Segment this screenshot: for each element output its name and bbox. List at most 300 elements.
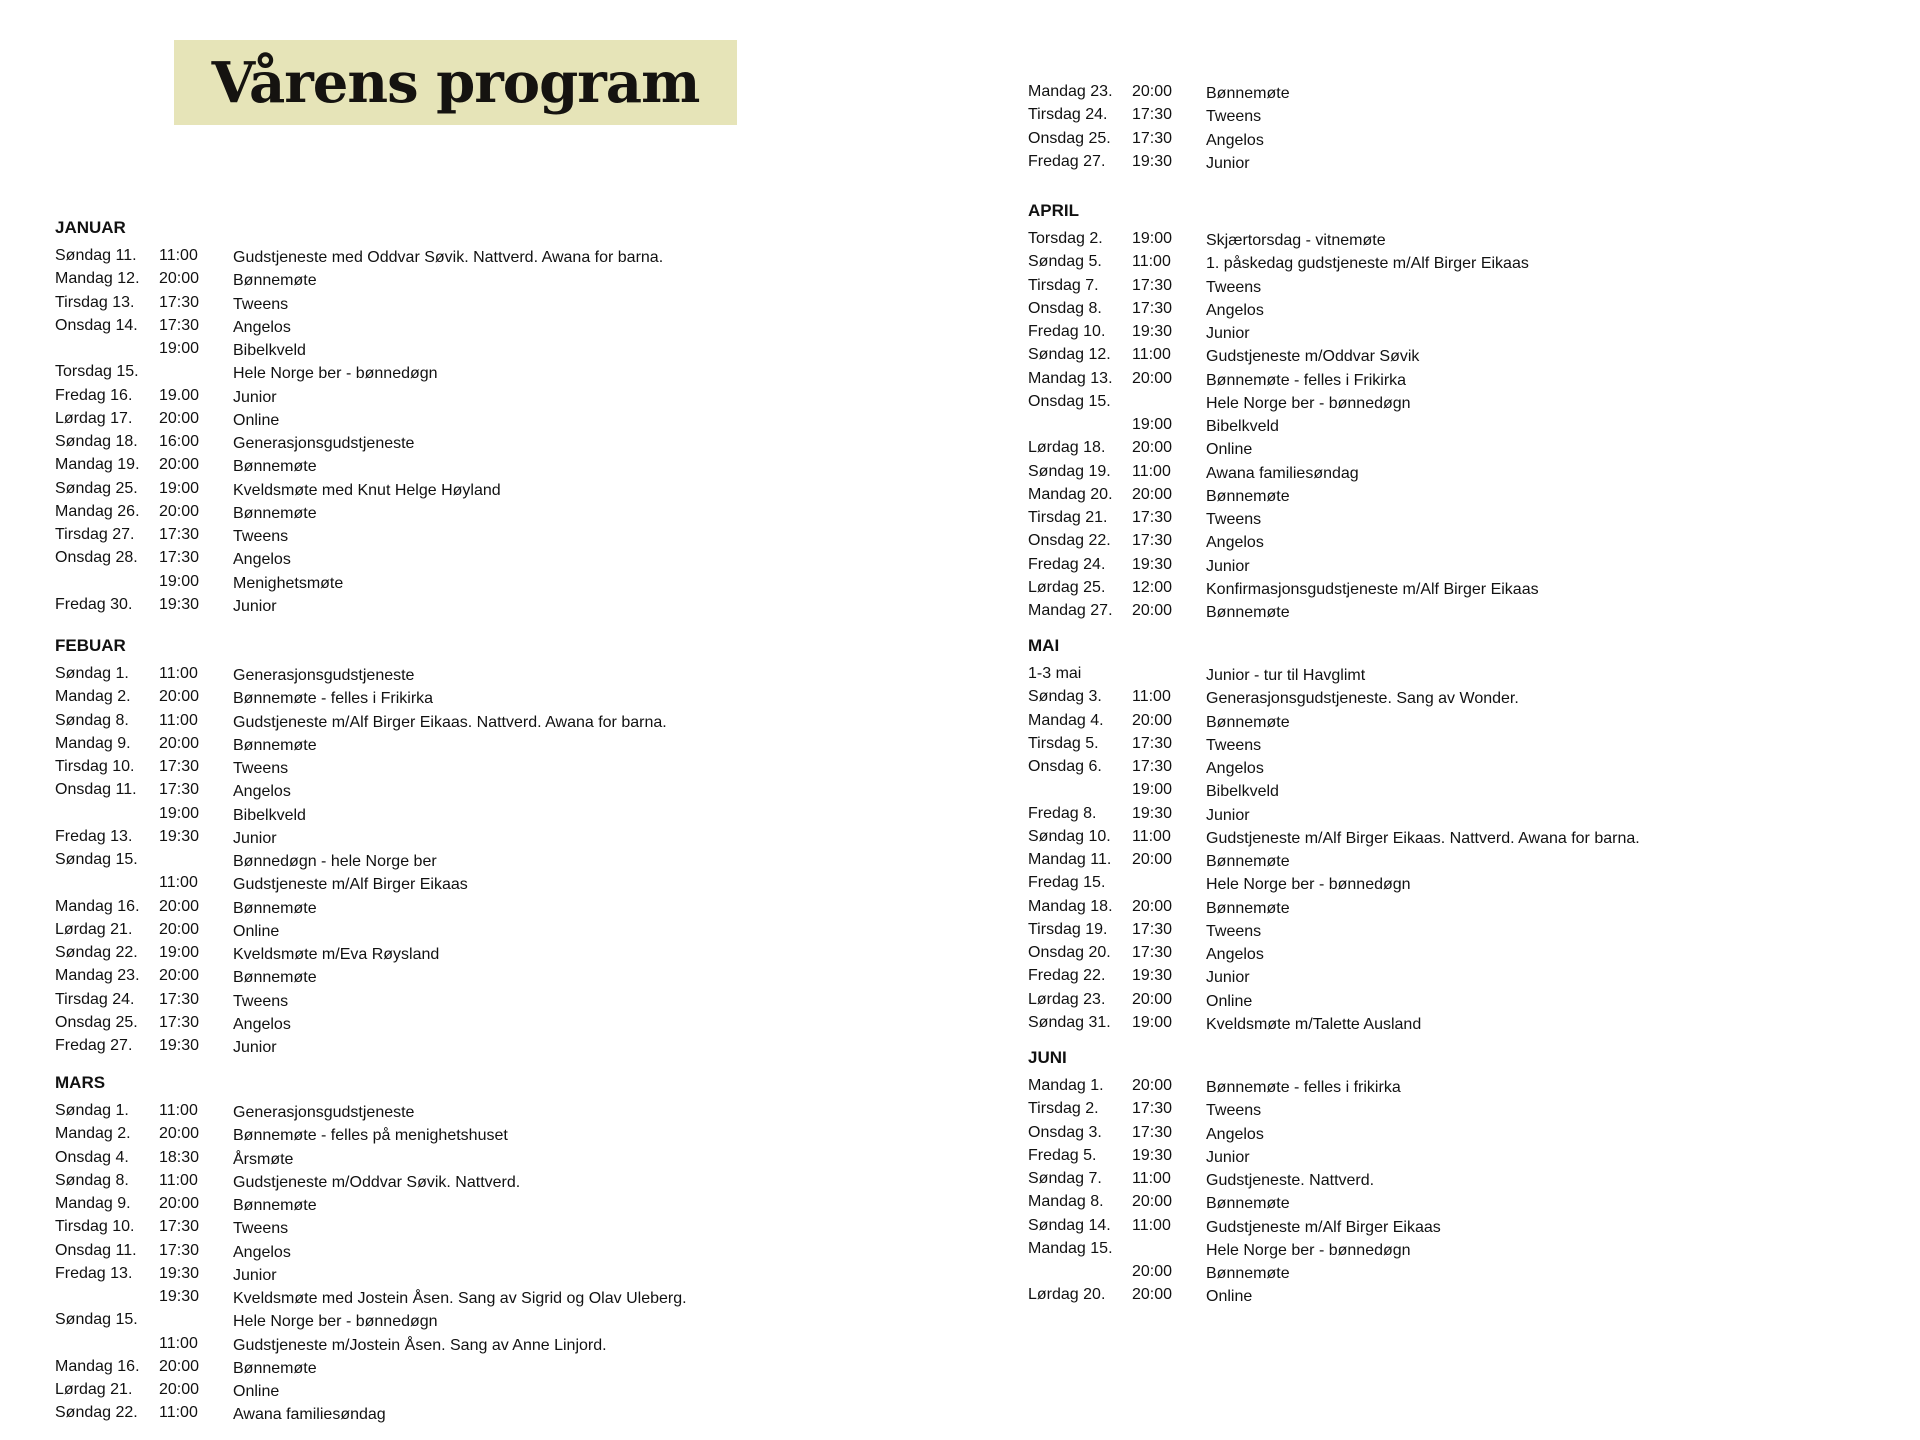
event-time: 20:00 <box>1132 990 1173 1008</box>
event-day: Fredag 15. <box>1028 874 1106 892</box>
event-description: Junior - tur til Havglimt <box>1206 667 1366 684</box>
event-row <box>55 430 1015 453</box>
event-row <box>55 1378 1015 1401</box>
event-day: Søndag 7. <box>1028 1170 1102 1187</box>
event-time: 19:00 <box>1132 416 1173 433</box>
event-row <box>1028 413 1908 436</box>
event-day: Mandag 8. <box>1028 1193 1104 1211</box>
event-row <box>55 267 1015 290</box>
event-description: Angelos <box>1206 131 1264 149</box>
event-time: 19:00 <box>159 804 200 822</box>
event-day: Onsdag 6. <box>1028 758 1102 775</box>
event-description: Gudstjeneste m/Alf Birger Eikaas. Nattverd. Awana for barna. <box>233 713 667 731</box>
event-day: Fredag 16. <box>55 386 133 404</box>
event-day: Mandag 18. <box>1028 897 1113 915</box>
event-time: 11:00 <box>159 1171 198 1189</box>
event-row <box>55 755 1015 778</box>
event-time: 20:00 <box>159 502 200 520</box>
event-description: Online <box>1206 441 1253 459</box>
event-time: 11:00 <box>159 711 198 729</box>
event-row <box>55 1215 1015 1238</box>
event-description: Angelos <box>1206 946 1264 963</box>
event-row <box>1028 1097 1908 1120</box>
event-description: Angelos <box>233 551 291 569</box>
event-row <box>55 546 1015 569</box>
event-time: 19:30 <box>1132 804 1173 822</box>
event-row <box>55 477 1015 500</box>
event-description: Awana familiesøndag <box>233 1406 386 1424</box>
event-day <box>55 570 159 593</box>
event-day: Søndag 22. <box>55 1404 138 1422</box>
event-description: Angelos <box>1206 1125 1264 1143</box>
event-description: Gudstjeneste m/Alf Birger Eikaas <box>1206 1218 1441 1236</box>
event-description: Angelos <box>233 783 291 801</box>
event-time: 19:00 <box>159 572 200 590</box>
event-row <box>1028 127 1908 150</box>
event-description: Bønnemøte <box>233 736 317 754</box>
event-time: 12:00 <box>1132 578 1173 596</box>
event-day: Mandag 16. <box>55 897 140 915</box>
event-day: Mandag 15. <box>1028 1239 1113 1257</box>
event-row <box>1028 506 1908 529</box>
event-time: 17:30 <box>159 758 200 775</box>
event-row <box>1028 436 1908 459</box>
event-day: Mandag 4. <box>1028 711 1104 729</box>
event-day: Søndag 22. <box>55 944 138 961</box>
event-row <box>1028 1074 1908 1097</box>
event-row <box>55 941 1015 964</box>
event-description: Hele Norge ber - bønnedøgn <box>233 365 438 383</box>
event-time: 17:30 <box>159 293 200 311</box>
event-row <box>55 1332 1015 1355</box>
event-time: 20:00 <box>1132 1193 1173 1211</box>
event-row <box>1028 150 1908 173</box>
event-time: 17:30 <box>159 781 200 799</box>
event-description: Hele Norge ber - bønnedøgn <box>1206 394 1411 412</box>
event-row <box>55 964 1015 987</box>
event-day: Fredag 5. <box>1028 1146 1097 1164</box>
event-day: Onsdag 25. <box>1028 129 1111 147</box>
event-time: 19:30 <box>1132 152 1173 170</box>
event-description: Junior <box>233 597 277 615</box>
event-row <box>55 1262 1015 1285</box>
event-row <box>1028 1167 1908 1190</box>
event-row <box>1028 1237 1908 1260</box>
event-day: Onsdag 4. <box>55 1148 129 1166</box>
event-description: Gudstjeneste. Nattverd. <box>1206 1172 1375 1189</box>
event-description: 1. påskedag gudstjeneste m/Alf Birger Eikaas <box>1206 255 1529 273</box>
event-time: 19:30 <box>1132 967 1173 985</box>
event-row <box>55 1355 1015 1378</box>
event-description: Generasjonsgudstjeneste <box>233 435 415 452</box>
event-day: 1-3 mai <box>1028 665 1082 682</box>
event-time: 20:00 <box>1132 711 1173 729</box>
event-row <box>1028 1190 1908 1213</box>
event-time: 17:30 <box>159 1241 200 1259</box>
page-title: Vårens program <box>211 49 700 116</box>
event-description: Online <box>1206 1288 1253 1306</box>
event-description: Tweens <box>233 528 289 545</box>
event-day: Tirsdag 13. <box>55 293 135 311</box>
event-day: Søndag 15. <box>55 851 138 868</box>
event-time: 17:30 <box>1132 758 1173 775</box>
event-row <box>1028 1011 1908 1034</box>
event-time: 20:00 <box>159 920 200 938</box>
event-row <box>55 732 1015 755</box>
event-description: Årsmøte <box>233 1150 294 1168</box>
event-day: Onsdag 11. <box>55 781 137 799</box>
event-time: 11:00 <box>1132 1170 1171 1187</box>
event-row <box>1028 529 1908 552</box>
event-day: Tirsdag 7. <box>1028 276 1099 294</box>
event-time: 20:00 <box>159 688 200 706</box>
event-description: Angelos <box>233 318 291 336</box>
event-time: 19:30 <box>1132 555 1173 573</box>
event-description: Junior <box>233 388 277 406</box>
event-day: Fredag 13. <box>55 1264 133 1282</box>
event-row <box>55 1011 1015 1034</box>
event-day: Mandag 2. <box>55 1125 131 1143</box>
event-day: Fredag 27. <box>55 1037 133 1054</box>
event-day: Søndag 18. <box>55 433 138 450</box>
event-row <box>1028 1144 1908 1167</box>
event-description: Bønnemøte <box>233 504 317 522</box>
event-description: Bønnemøte <box>1206 713 1290 731</box>
event-row <box>1028 732 1908 755</box>
event-time: 20:00 <box>1132 897 1173 915</box>
event-row <box>55 500 1015 523</box>
event-day: Fredag 30. <box>55 595 133 613</box>
event-time: 19:30 <box>1132 1146 1173 1164</box>
month-section-april <box>1028 199 1908 622</box>
month-header: FEBUAR <box>55 636 126 655</box>
event-row <box>55 1308 1015 1331</box>
event-time <box>1132 662 1206 685</box>
event-description: Angelos <box>1206 534 1264 552</box>
event-day: Lørdag 17. <box>55 409 133 427</box>
event-row <box>55 1099 1015 1122</box>
event-description: Menighetsmøte <box>233 574 344 592</box>
event-row <box>1028 274 1908 297</box>
event-description: Bønnemøte <box>1206 853 1290 870</box>
event-description: Bønnemøte <box>1206 604 1290 621</box>
event-description: Online <box>1206 992 1253 1010</box>
event-row <box>1028 918 1908 941</box>
event-day: Tirsdag 5. <box>1028 734 1099 752</box>
event-time: 16:00 <box>159 433 200 450</box>
event-description: Tweens <box>233 760 289 777</box>
event-row <box>1028 483 1908 506</box>
event-row <box>1028 778 1908 801</box>
event-description: Bønnedøgn - hele Norge ber <box>233 853 437 870</box>
event-row <box>1028 848 1908 871</box>
month-section-mai <box>1028 634 1908 1034</box>
event-row <box>1028 1260 1908 1283</box>
event-time: 11:00 <box>1132 346 1171 364</box>
event-time: 20:00 <box>159 897 200 915</box>
event-time: 20:00 <box>1132 439 1173 457</box>
event-time <box>159 360 233 383</box>
event-time: 19:30 <box>159 827 200 845</box>
event-time: 20:00 <box>1132 1286 1173 1304</box>
event-description: Tweens <box>1206 736 1262 754</box>
event-time: 17:30 <box>159 549 200 567</box>
event-day: Søndag 8. <box>55 711 129 729</box>
event-description: Generasjonsgudstjeneste <box>233 1104 415 1121</box>
event-row <box>1028 227 1908 250</box>
event-time: 11:00 <box>159 665 198 682</box>
event-description: Angelos <box>233 1015 291 1033</box>
event-description: Bønnemøte <box>233 1197 317 1214</box>
event-description: Junior <box>233 829 277 847</box>
event-row <box>55 685 1015 708</box>
event-day <box>55 337 159 360</box>
event-time: 19:00 <box>159 944 200 961</box>
event-time: 17:30 <box>1132 1123 1173 1141</box>
event-row <box>55 1401 1015 1424</box>
event-day: Torsdag 15. <box>55 363 139 381</box>
event-description: Bønnemøte <box>1206 1195 1290 1213</box>
event-row <box>55 1034 1015 1057</box>
event-time: 11:00 <box>1132 462 1171 480</box>
event-description: Awana familiesøndag <box>1206 464 1359 482</box>
event-day: Lørdag 20. <box>1028 1286 1106 1304</box>
event-row <box>55 988 1015 1011</box>
event-description: Bønnemøte <box>233 969 317 987</box>
program-column-right <box>1028 0 1908 1440</box>
event-time: 11:00 <box>159 1334 198 1352</box>
event-description: Junior <box>1206 806 1250 824</box>
event-time <box>1132 390 1206 413</box>
event-time: 17:30 <box>1132 129 1173 147</box>
event-day: Mandag 27. <box>1028 602 1113 619</box>
event-day <box>55 871 159 894</box>
event-row <box>55 802 1015 825</box>
event-description: Tweens <box>1206 922 1262 940</box>
event-day: Søndag 15. <box>55 1311 138 1329</box>
event-row <box>55 895 1015 918</box>
event-description: Kveldsmøte m/Eva Røysland <box>233 946 440 963</box>
event-row <box>55 360 1015 383</box>
event-row <box>1028 390 1908 413</box>
event-time: 11:00 <box>159 874 198 892</box>
event-day: Fredag 10. <box>1028 323 1106 340</box>
event-description: Online <box>233 411 280 429</box>
event-time: 17:30 <box>1132 1100 1173 1118</box>
event-description: Junior <box>233 1039 277 1056</box>
event-row <box>1028 662 1908 685</box>
event-day: Tirsdag 2. <box>1028 1100 1099 1118</box>
event-description: Bønnemøte <box>233 899 317 917</box>
event-day: Fredag 24. <box>1028 555 1106 573</box>
event-day: Søndag 11. <box>55 247 137 264</box>
event-time: 17:30 <box>1132 920 1173 938</box>
event-day <box>55 802 159 825</box>
event-row <box>1028 553 1908 576</box>
event-description: Bønnemøte <box>1206 85 1290 102</box>
event-description: Bønnemøte <box>233 458 317 476</box>
event-day: Søndag 25. <box>55 479 138 497</box>
event-time: 11:00 <box>1132 827 1171 845</box>
event-time: 20:00 <box>1132 851 1173 868</box>
event-time: 20:00 <box>1132 369 1173 387</box>
event-time: 20:00 <box>159 409 200 427</box>
event-time: 20:00 <box>159 1125 200 1143</box>
event-description: Hele Norge ber - bønnedøgn <box>1206 1241 1411 1259</box>
month-header: MARS <box>55 1073 106 1092</box>
event-time: 19:30 <box>159 1264 200 1282</box>
month-header: JUNI <box>1028 1048 1067 1067</box>
month-section-januar <box>55 216 1015 616</box>
event-row <box>55 871 1015 894</box>
event-day <box>55 1332 159 1355</box>
event-day: Onsdag 28. <box>55 549 138 567</box>
event-row <box>55 778 1015 801</box>
event-description: Kveldsmøte med Knut Helge Høyland <box>233 481 501 499</box>
event-row <box>1028 685 1908 708</box>
event-day: Onsdag 22. <box>1028 532 1111 550</box>
event-row <box>55 291 1015 314</box>
event-row <box>55 244 1015 267</box>
event-row <box>55 1285 1015 1308</box>
event-row <box>55 1169 1015 1192</box>
event-day <box>55 1285 159 1308</box>
event-description: Generasjonsgudstjeneste <box>233 667 415 684</box>
event-row <box>1028 103 1908 126</box>
event-description: Junior <box>1206 154 1250 172</box>
event-description: Angelos <box>1206 301 1264 319</box>
event-day <box>1028 778 1132 801</box>
event-description: Tweens <box>233 992 289 1010</box>
event-day: Onsdag 15. <box>1028 392 1111 410</box>
event-description: Bibelkveld <box>1206 783 1279 801</box>
event-description: Konfirmasjonsgudstjeneste m/Alf Birger Eikaas <box>1206 580 1539 598</box>
event-day: Mandag 12. <box>55 270 140 288</box>
event-row <box>55 314 1015 337</box>
event-row <box>1028 709 1908 732</box>
event-day: Tirsdag 10. <box>55 758 135 775</box>
event-day: Mandag 20. <box>1028 485 1113 503</box>
event-description: Hele Norge ber - bønnedøgn <box>233 1313 438 1331</box>
event-day: Søndag 3. <box>1028 688 1102 706</box>
event-time: 11:00 <box>159 1404 198 1422</box>
event-time: 20:00 <box>1132 602 1173 619</box>
event-time: 17:30 <box>1132 509 1173 526</box>
event-description: Bønnemøte <box>1206 1265 1290 1282</box>
event-time: 19:00 <box>1132 781 1173 799</box>
event-time: 20:00 <box>159 270 200 288</box>
event-row <box>55 384 1015 407</box>
event-row <box>55 453 1015 476</box>
month-section-juni <box>1028 1046 1908 1307</box>
event-description: Bønnemøte - felles i Frikirka <box>1206 371 1407 389</box>
event-row <box>1028 988 1908 1011</box>
event-day: Tirsdag 10. <box>55 1218 135 1236</box>
event-day: Mandag 2. <box>55 688 131 706</box>
event-description: Hele Norge ber - bønnedøgn <box>1206 876 1411 894</box>
event-row <box>1028 576 1908 599</box>
event-description: Generasjonsgudstjeneste. Sang av Wonder. <box>1206 690 1519 708</box>
event-description: Gudstjeneste m/Alf Birger Eikaas. Nattverd. Awana for barna. <box>1206 829 1640 847</box>
event-description: Bønnemøte - felles på menighetshuset <box>233 1127 508 1145</box>
event-time: 17:30 <box>1132 944 1173 961</box>
event-row <box>1028 1214 1908 1237</box>
event-day: Mandag 13. <box>1028 369 1113 387</box>
event-row <box>1028 599 1908 622</box>
event-day: Mandag 9. <box>55 734 131 752</box>
event-time <box>1132 871 1206 894</box>
event-row <box>55 407 1015 430</box>
event-row <box>55 337 1015 360</box>
event-day: Mandag 26. <box>55 502 140 520</box>
event-description: Junior <box>1206 557 1250 575</box>
event-description: Tweens <box>1206 1102 1262 1120</box>
event-description: Gudstjeneste med Oddvar Søvik. Nattverd. Awana for barna. <box>233 249 664 266</box>
month-header: JANUAR <box>55 218 126 237</box>
event-row <box>1028 802 1908 825</box>
event-day: Tirsdag 19. <box>1028 920 1108 938</box>
event-row <box>55 825 1015 848</box>
event-description: Gudstjeneste m/Alf Birger Eikaas <box>233 876 468 894</box>
event-row <box>1028 1283 1908 1306</box>
event-day: Søndag 10. <box>1028 827 1111 845</box>
event-day: Søndag 14. <box>1028 1216 1111 1234</box>
event-day: Søndag 31. <box>1028 1013 1111 1031</box>
event-row <box>1028 941 1908 964</box>
event-row <box>55 1239 1015 1262</box>
event-day: Mandag 23. <box>55 967 140 985</box>
event-row <box>55 570 1015 593</box>
event-time: 17:30 <box>159 526 200 543</box>
event-description: Tweens <box>233 1220 289 1238</box>
event-row <box>1028 460 1908 483</box>
event-time <box>1132 1237 1206 1260</box>
event-description: Tweens <box>1206 108 1262 126</box>
event-day: Tirsdag 27. <box>55 526 135 543</box>
event-description: Gudstjeneste m/Oddvar Søvik. Nattverd. <box>233 1173 521 1191</box>
event-time <box>159 848 233 871</box>
event-day <box>1028 413 1132 436</box>
event-day: Søndag 12. <box>1028 346 1111 364</box>
event-day: Mandag 11. <box>1028 851 1112 868</box>
event-description: Tweens <box>1206 278 1262 296</box>
month-section-mars <box>55 1071 1015 1425</box>
event-row <box>55 1122 1015 1145</box>
event-row <box>1028 825 1908 848</box>
event-time: 17:30 <box>1132 106 1173 124</box>
event-time: 17:30 <box>1132 734 1173 752</box>
event-day: Mandag 23. <box>1028 83 1113 100</box>
event-description: Online <box>233 1383 280 1400</box>
event-row <box>55 918 1015 941</box>
event-time: 17:30 <box>159 1013 200 1031</box>
event-day: Torsdag 2. <box>1028 230 1103 247</box>
event-time: 20:00 <box>159 1381 200 1398</box>
event-day: Mandag 9. <box>55 1195 131 1212</box>
event-row <box>1028 895 1908 918</box>
event-day: Onsdag 11. <box>55 1241 137 1259</box>
event-day: Mandag 1. <box>1028 1077 1104 1094</box>
event-day: Fredag 8. <box>1028 804 1097 822</box>
event-row <box>1028 367 1908 390</box>
event-day: Fredag 27. <box>1028 152 1106 170</box>
event-row <box>1028 871 1908 894</box>
event-row <box>55 662 1015 685</box>
event-day: Mandag 16. <box>55 1357 140 1375</box>
event-row <box>55 523 1015 546</box>
event-row <box>1028 1121 1908 1144</box>
event-description: Online <box>233 922 280 940</box>
